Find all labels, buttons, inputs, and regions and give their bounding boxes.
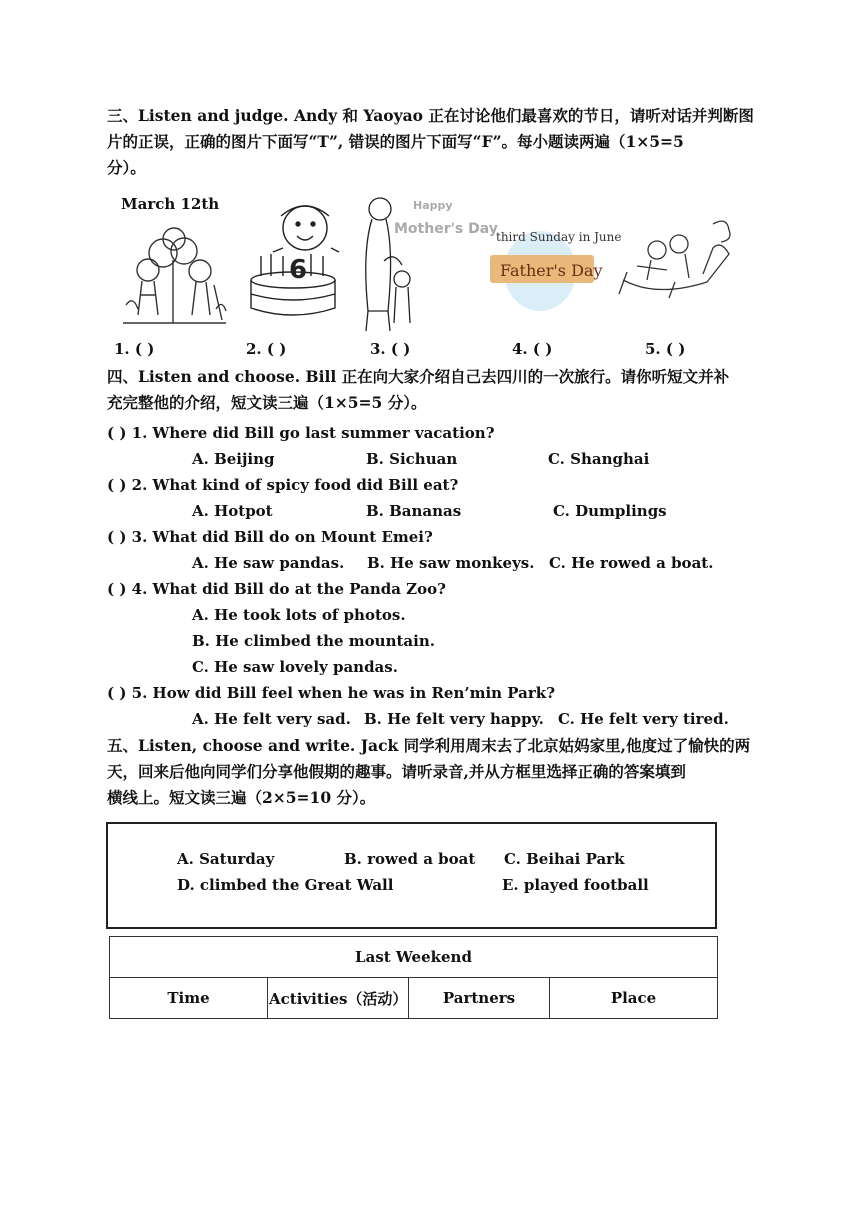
fathers-day-date: third Sunday in June: [496, 230, 622, 244]
svg-text:Mother's Day: Mother's Day: [394, 221, 498, 237]
option-d[interactable]: D. climbed the Great Wall: [177, 876, 394, 894]
q1-option-c[interactable]: C. Shanghai: [548, 450, 650, 468]
q1-stem: ( ) 1. Where did Bill go last summer vacation?: [107, 424, 495, 442]
option-c[interactable]: C. Beihai Park: [504, 850, 625, 868]
q4-option-c[interactable]: C. He saw lovely pandas.: [192, 658, 398, 676]
svg-text:6: 6: [289, 255, 308, 285]
header-time: Time: [110, 978, 268, 1019]
section3-line2: 片的正误，正确的图片下面写“T”, 错误的图片下面写“F”。每小题读两遍（1×5=5: [107, 132, 684, 151]
header-activities: Activities（活动）: [268, 978, 409, 1019]
q5-stem: ( ) 5. How did Bill feel when he was in Ren’min Park?: [107, 684, 555, 702]
fathers-day-title: Father's Day: [500, 261, 603, 280]
q4-option-a[interactable]: A. He took lots of photos.: [192, 606, 406, 624]
blank-3[interactable]: 3. ( ): [370, 340, 411, 358]
q5-option-b[interactable]: B. He felt very happy.: [364, 710, 544, 728]
q5-option-a[interactable]: A. He felt very sad.: [192, 710, 351, 728]
section5-line3: 横线上。短文读三遍（2×5=10 分）。: [107, 788, 376, 807]
blank-2[interactable]: 2. ( ): [246, 340, 287, 358]
section3-line1: 三、Listen and judge. Andy 和 Yaoyao 正在讨论他们最喜欢的节日，请听对话并判断图: [107, 106, 754, 125]
q2-option-a[interactable]: A. Hotpot: [192, 502, 273, 520]
q3-stem: ( ) 3. What did Bill do on Mount Emei?: [107, 528, 433, 546]
option-b[interactable]: B. rowed a boat: [344, 850, 476, 868]
header-place: Place: [550, 978, 718, 1019]
birthday-cake-picture: [243, 198, 343, 324]
header-partners: Partners: [409, 978, 550, 1019]
q2-stem: ( ) 2. What kind of spicy food did Bill eat?: [107, 476, 459, 494]
section4-line2: 充完整他的介绍，短文读三遍（1×5=5 分）。: [107, 393, 427, 412]
q3-option-a[interactable]: A. He saw pandas.: [192, 554, 345, 572]
section4-heading: [107, 364, 767, 416]
section3-heading: [107, 103, 767, 181]
last-weekend-table: [109, 936, 718, 1019]
section5-line1: 五、Listen, choose and write. Jack 同学利用周末去了北京姑妈家里,他度过了愉快的两: [107, 736, 751, 755]
section3-line3: 分）。: [107, 158, 146, 177]
option-a[interactable]: A. Saturday: [177, 850, 275, 868]
pic1-caption: March 12th: [121, 195, 220, 213]
q1-option-b[interactable]: B. Sichuan: [366, 450, 458, 468]
q4-stem: ( ) 4. What did Bill do at the Panda Zoo?: [107, 580, 446, 598]
fathers-day-picture: [486, 213, 622, 313]
blank-4[interactable]: 4. ( ): [512, 340, 553, 358]
table-title: Last Weekend: [110, 937, 718, 978]
q4-option-b[interactable]: B. He climbed the mountain.: [192, 632, 435, 650]
blank-1[interactable]: 1. ( ): [114, 340, 155, 358]
blank-5[interactable]: 5. ( ): [645, 340, 686, 358]
mothers-day-banner: Happy: [413, 199, 453, 212]
dragon-boat-picture: [617, 210, 735, 300]
tree-planting-picture: [118, 225, 230, 325]
q3-option-c[interactable]: C. He rowed a boat.: [549, 554, 714, 572]
mothers-day-picture: [358, 191, 498, 333]
section5-heading: [107, 733, 767, 811]
section5-line2: 天，回来后他向同学们分享他假期的趣事。请听录音,并从方框里选择正确的答案填到: [107, 762, 686, 781]
section4-line1: 四、Listen and choose. Bill 正在向大家介绍自己去四川的一次旅行。请你听短文并补: [107, 367, 730, 386]
q1-option-a[interactable]: A. Beijing: [192, 450, 275, 468]
q2-option-c[interactable]: C. Dumplings: [553, 502, 667, 520]
option-e[interactable]: E. played football: [502, 876, 649, 894]
q2-option-b[interactable]: B. Bananas: [366, 502, 462, 520]
q3-option-b[interactable]: B. He saw monkeys.: [367, 554, 535, 572]
q5-option-c[interactable]: C. He felt very tired.: [558, 710, 729, 728]
